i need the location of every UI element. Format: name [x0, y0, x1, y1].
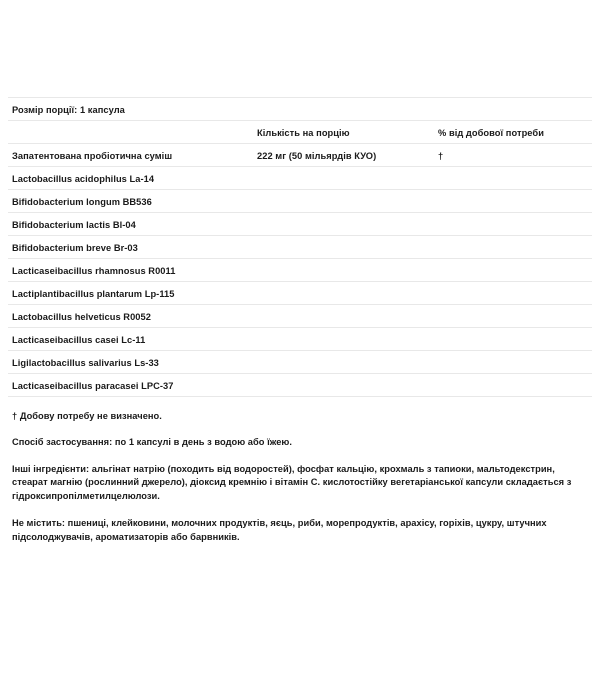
table-row: [8, 305, 592, 328]
other-ingredients-text: Інші інгредієнти: альгінат натрію (походить від водоростей), фосфат кальцію, крохмаль з тапиоки, мальтодекстрин, стеарат магнію (рослинний джерело), діоксид кремнію і вітамін С. кислотостійку вегетаріанської капсули складається з гідроксипропілметилцелюлози.: [12, 463, 572, 501]
blend-daily-value-cell: †: [434, 144, 592, 167]
strain-label: Lacticaseibacillus rhamnosus R0011: [12, 265, 176, 276]
strain-label: Lactobacillus acidophilus La-14: [12, 173, 155, 184]
table-row-blend: [8, 144, 592, 167]
strain-label: Lactiplantibacillus plantarum Lp-115: [12, 288, 175, 299]
table-row: [8, 351, 592, 374]
strain-cell: [8, 328, 592, 351]
blend-name-cell: Запатентована пробіотична суміш: [8, 144, 253, 167]
serving-size-label: Розмір порції: 1 капсула: [12, 104, 125, 115]
table-row: [8, 259, 592, 282]
table-row: [8, 167, 592, 190]
column-header-daily-value: % від добової потреби: [434, 121, 592, 144]
table-row: [8, 282, 592, 305]
strain-label: Bifidobacterium lactis Bl-04: [12, 219, 136, 230]
table-body: [8, 98, 592, 397]
daily-value-footnote: † Добову потребу не визначено.: [12, 411, 162, 421]
column-header-name: [8, 121, 253, 144]
strain-label: Ligilactobacillus salivarius Ls-33: [12, 357, 159, 368]
strain-label: Bifidobacterium breve Br-03: [12, 242, 138, 253]
strain-label: Lacticaseibacillus casei Lc-11: [12, 334, 146, 345]
strain-cell: [8, 351, 592, 374]
strain-cell: [8, 236, 592, 259]
strain-label: Lacticaseibacillus paracasei LPC-37: [12, 380, 174, 391]
supplement-facts-panel: [0, 97, 600, 697]
strain-cell: [8, 259, 592, 282]
table-header-row: [8, 121, 592, 144]
directions-text: Спосіб застосування: по 1 капсулі в день з водою або їжею.: [12, 437, 293, 448]
strain-cell: [8, 190, 592, 213]
strain-cell: [8, 374, 592, 397]
strain-cell: [8, 305, 592, 328]
notes-section: [8, 410, 592, 544]
table-row: [8, 374, 592, 397]
strain-label: Lactobacillus helveticus R0052: [12, 311, 151, 322]
supplement-facts-table: [8, 97, 592, 397]
serving-size-row: [8, 98, 592, 121]
strain-cell: [8, 282, 592, 305]
allergen-statement-text: Не містить: пшениці, клейковини, молочних продуктів, яєць, риби, морепродуктів, арахісу, горіхів, цукру, штучних підсолоджувачів, ароматизаторів або барвників.: [12, 518, 547, 542]
strain-label: Bifidobacterium longum BB536: [12, 196, 152, 207]
blend-amount-cell: 222 мг (50 мільярдів КУО): [253, 144, 434, 167]
table-row: [8, 190, 592, 213]
serving-size-cell: [8, 98, 592, 121]
table-row: [8, 236, 592, 259]
strain-cell: [8, 167, 592, 190]
strain-cell: [8, 213, 592, 236]
table-row: [8, 213, 592, 236]
table-row: [8, 328, 592, 351]
column-header-amount: Кількість на порцію: [253, 121, 434, 144]
